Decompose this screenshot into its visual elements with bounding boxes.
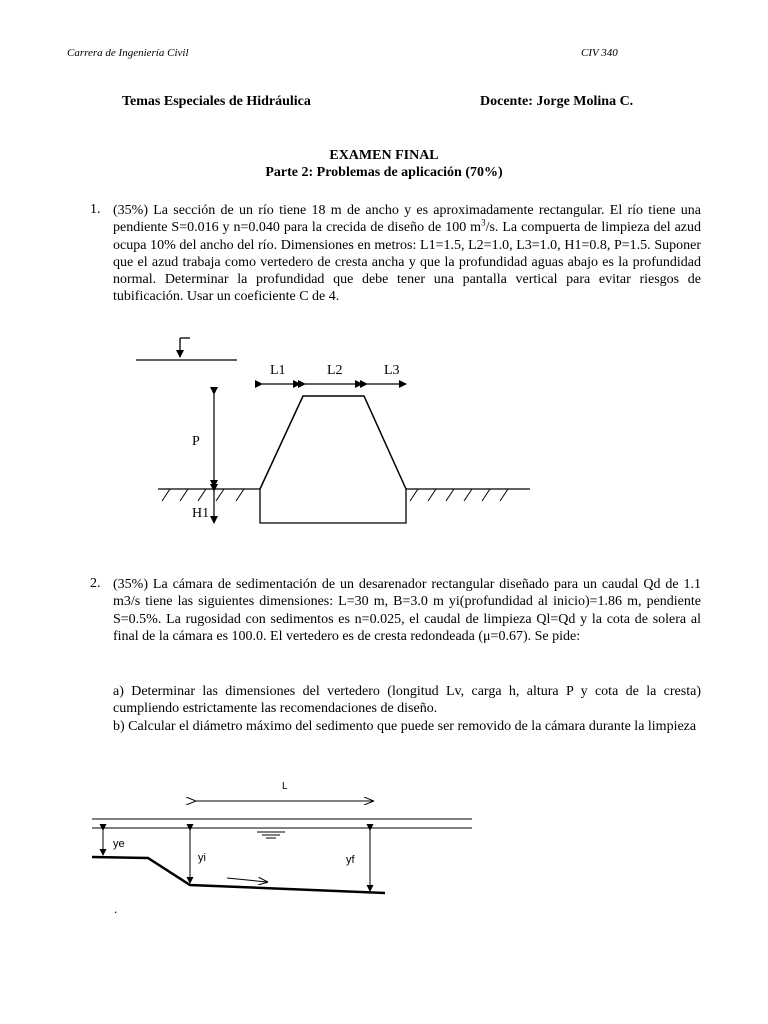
label-H1: H1 [192,506,210,521]
problem-1-text-part1: (35%) La sección de un río tiene 18 m de ancho y es aproximadamente rectangular. El río tiene una pendiente S=0.016 y n=0.040 para la crecida de diseño de 100 m [113,203,701,236]
label-P: P [192,434,200,449]
trailing-dot: . [114,901,118,916]
header-course-code: CIV 340 [581,47,618,59]
problem-2-text: (35%) La cámara de sedimentación de un desarenador rectangular diseñado para un caudal Qd de 1.1 m3/s tiene las siguientes dimensiones: L=30 m, B=3.0 m yi(profundidad al inicio)=1.86 m, pendiente S=0.5%. La rugosidad con sedimentos es n=0.025, el caudal de limpieza Ql=Qd y la cota de solera al final de la cámara es 100.0. El vertedero es de cresta redondeada (μ=0.67). Se pide: [113,577,701,644]
label-yi: yi [198,852,206,864]
label-L2: L2 [327,363,343,378]
label-L: L [282,781,288,792]
label-yf: yf [346,854,355,866]
problem-1-number: 1. [90,202,101,217]
weir-foundation [260,489,406,523]
problem-1-superscript: 3 [481,217,486,228]
figure-1-weir-diagram [0,330,768,530]
problem-2-part-b: b) Calcular el diámetro máximo del sedimento que puede ser removido de la cámara durante la limpieza [113,719,697,734]
label-L1: L1 [270,363,286,378]
problem-1-text [113,202,701,306]
course-teacher: Docente: Jorge Molina C. [480,94,634,109]
label-ye: ye [113,838,125,850]
weir-trapezoid [260,396,406,489]
exam-part: Parte 2: Problemas de aplicación (70%) [265,165,503,180]
label-L3: L3 [384,363,400,378]
channel-bed [92,857,385,893]
problem-2-number: 2. [90,576,101,591]
course-title: Temas Especiales de Hidráulica [122,94,311,109]
problem-2-part-a: a) Determinar las dimensiones del vertedero (longitud Lv, carga h, altura P y cota de la cresta) cumpliendo estrictamente las recomendaciones de diseño. [113,684,701,717]
exam-title: EXAMEN FINAL [329,148,439,163]
header-institution: Carrera de Ingeniería Civil [67,47,189,59]
flow-arrow [227,878,267,882]
problem-1-text-part2: /s. La compuerta de limpieza del azud ocupa 10% del ancho del río. Dimensiones en metros: L1=1.5, L2=1.0, L3=1.0, H1=0.8, P=1.5. Suponer que el azud trabaja como vertedero de cresta ancha y que la profundidad aguas abajo es la profundidad normal. Determinar la profundidad que debe tener una pantalla vertical para evitar riesgos de tubificación. Usar un coeficiente C de 4. [113,220,701,305]
figure-2-settling-chamber [0,775,768,925]
